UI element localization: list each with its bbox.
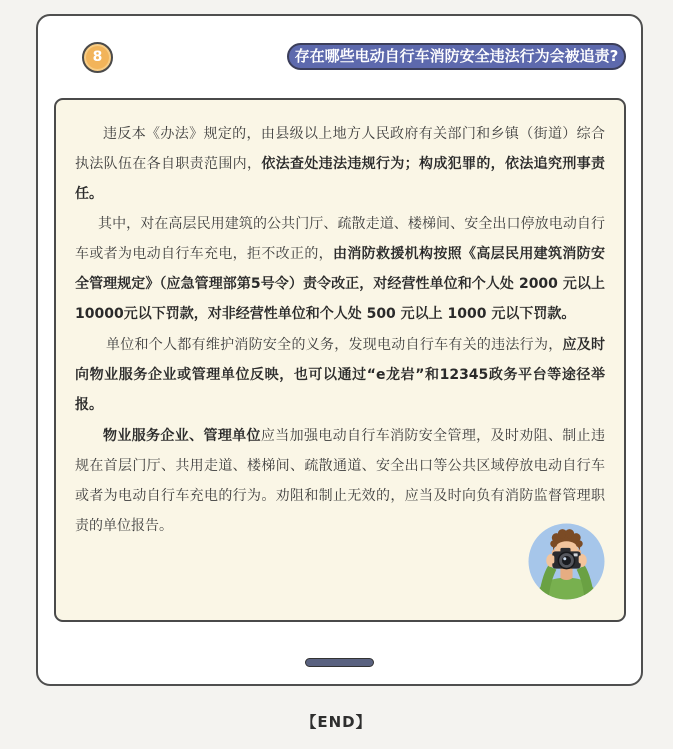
text-segment: 违反本《办法》规定的，由县级以上地方人民政府有关部门和乡镇（街道）综合 <box>103 126 605 142</box>
text-line <box>75 209 605 239</box>
paragraph <box>75 330 605 420</box>
text-line <box>75 360 605 390</box>
text-line <box>75 179 605 209</box>
text-line <box>75 421 605 451</box>
text-line <box>75 149 605 179</box>
text-segment: 执法队伍在各自职责范围内， <box>75 156 262 172</box>
text-line <box>75 269 605 299</box>
end-marker: 【END】 <box>301 713 372 731</box>
text-segment: 其中，对在高层民用建筑的公共门厅、疏散走道、楼梯间、安全出口停放电动自行 <box>98 216 605 232</box>
text-segment: 向物业服务企业或管理单位反映，也可以通过“e龙岩”和12345政务平台等途径举 <box>75 367 605 383</box>
text-line <box>75 239 605 269</box>
section-title-pill: 存在哪些电动自行车消防安全违法行为会被追责? <box>287 43 626 70</box>
text-segment: 车或者为电动自行车充电，拒不改正的， <box>75 246 333 262</box>
text-segment: 物业服务企业、管理单位 <box>103 428 261 444</box>
text-segment: 由消防救援机构按照《高层民用建筑消防安 <box>333 246 605 262</box>
photographer-icon <box>528 523 605 600</box>
paragraph <box>75 119 605 209</box>
text-line <box>75 511 605 541</box>
text-segment: 10000元以下罚款，对非经营性单位和个人处 500 元以上 1000 元以下罚款。 <box>75 306 576 322</box>
section-number-badge: 8 <box>82 42 113 73</box>
text-line <box>75 481 605 511</box>
text-segment: 单位和个人都有维护消防安全的义务，发现电动自行车有关的违法行为， <box>106 337 563 353</box>
text-segment: 或者为电动自行车充电的行为。劝阻和制止无效的，应当及时向负有消防监督管理职 <box>75 488 605 504</box>
page-indicator-bar <box>305 658 374 667</box>
body-text <box>75 119 605 541</box>
text-segment: 应当加强电动自行车消防安全管理，及时劝阻、制止违 <box>260 428 606 444</box>
text-line <box>75 299 605 329</box>
paragraph <box>75 209 605 329</box>
text-segment: 责的单位报告。 <box>75 518 173 534</box>
text-line <box>75 119 605 149</box>
text-line <box>75 451 605 481</box>
text-segment: 依法查处违法违规行为；构成犯罪的，依法追究刑事责 <box>261 156 606 172</box>
text-segment: 报。 <box>75 397 103 413</box>
text-segment: 应及时 <box>562 337 605 353</box>
text-segment: 全管理规定》（应急管理部第5号令）责令改正，对经营性单位和个人处 2000 元以上 <box>75 276 605 292</box>
text-segment: 规在首层门厅、共用走道、楼梯间、疏散通道、安全出口等公共区域停放电动自行车 <box>75 458 605 474</box>
text-line <box>75 330 605 360</box>
text-line <box>75 390 605 420</box>
text-segment: 任。 <box>75 186 103 202</box>
paragraph <box>75 421 605 541</box>
